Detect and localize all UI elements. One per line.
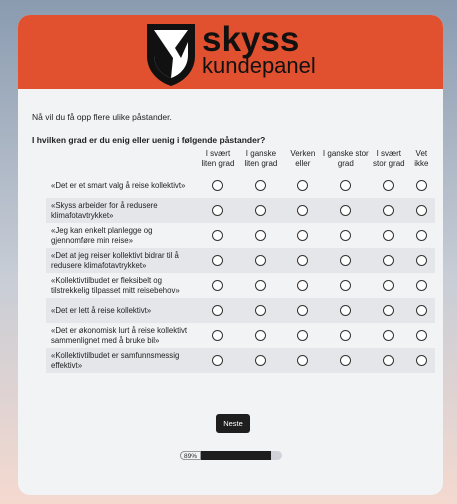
radio-option[interactable] (383, 205, 394, 216)
radio-option[interactable] (212, 230, 223, 241)
column-header: I svært liten grad (201, 149, 235, 168)
option-cell (408, 273, 435, 298)
radio-option[interactable] (297, 255, 308, 266)
radio-option[interactable] (416, 280, 427, 291)
radio-option[interactable] (297, 355, 308, 366)
option-cell (198, 323, 238, 348)
radio-option[interactable] (383, 230, 394, 241)
radio-option[interactable] (416, 205, 427, 216)
option-cell (370, 298, 408, 323)
radio-option[interactable] (212, 305, 223, 316)
radio-option[interactable] (383, 305, 394, 316)
radio-option[interactable] (212, 180, 223, 191)
radio-option[interactable] (255, 330, 266, 341)
option-cell (408, 223, 435, 248)
option-cell (408, 173, 435, 198)
option-cell (284, 173, 322, 198)
radio-option[interactable] (383, 255, 394, 266)
option-cell (284, 198, 322, 223)
option-cell (198, 273, 238, 298)
option-cell (198, 348, 238, 373)
option-cell (322, 173, 370, 198)
radio-option[interactable] (416, 255, 427, 266)
statement-row (46, 298, 435, 323)
option-cell (408, 198, 435, 223)
option-cell (198, 173, 238, 198)
option-cell (370, 348, 408, 373)
radio-option[interactable] (212, 355, 223, 366)
option-cell (322, 323, 370, 348)
radio-option[interactable] (255, 355, 266, 366)
option-cell (370, 323, 408, 348)
radio-option[interactable] (212, 255, 223, 266)
option-cell (408, 348, 435, 373)
likert-matrix (46, 149, 435, 373)
option-cell (284, 323, 322, 348)
statement-label: «Kollektivtilbudet er fleksibelt og tilstrekkelig tilpasset mitt reisebehov» (51, 275, 180, 295)
option-cell (408, 298, 435, 323)
radio-option[interactable] (255, 180, 266, 191)
radio-option[interactable] (416, 305, 427, 316)
option-cell (322, 273, 370, 298)
statement-label: «Det er økonomisk lurt å reise kollektivt sammenlignet med å bruke bil» (51, 325, 188, 345)
radio-option[interactable] (255, 205, 266, 216)
radio-option[interactable] (340, 180, 351, 191)
option-cell (370, 248, 408, 273)
radio-option[interactable] (340, 355, 351, 366)
shield-logo-icon (145, 22, 197, 88)
option-cell (238, 223, 284, 248)
column-header: Verken eller (290, 149, 316, 168)
statement-row (46, 198, 435, 223)
next-button[interactable]: Neste (216, 414, 250, 433)
statement-label: «Skyss arbeider for å redusere klimafotavtrykket» (46, 198, 198, 223)
brand-wordmark (202, 22, 316, 77)
option-cell (370, 173, 408, 198)
radio-option[interactable] (255, 280, 266, 291)
progress-bar (180, 451, 282, 460)
option-cell (238, 298, 284, 323)
intro-text: Nå vil du få opp flere ulike påstander. (32, 112, 172, 122)
option-cell (238, 248, 284, 273)
statement-label: «Det at jeg reiser kollektivt bidrar til å redusere klimafotavtrykket» (46, 248, 198, 273)
statement-row (46, 273, 435, 298)
option-cell (238, 273, 284, 298)
radio-option[interactable] (340, 205, 351, 216)
statement-row (46, 323, 435, 348)
option-cell (322, 223, 370, 248)
radio-option[interactable] (255, 255, 266, 266)
column-header: I ganske liten grad (244, 149, 278, 168)
option-cell (322, 248, 370, 273)
option-cell (370, 198, 408, 223)
progress-label: 89% (180, 451, 201, 460)
option-cell (284, 348, 322, 373)
radio-option[interactable] (340, 255, 351, 266)
statement-row (46, 348, 435, 373)
radio-option[interactable] (297, 205, 308, 216)
radio-option[interactable] (255, 305, 266, 316)
radio-option[interactable] (212, 330, 223, 341)
statement-label: «Det er lett å reise kollektivt» (46, 298, 198, 323)
option-cell (408, 323, 435, 348)
radio-option[interactable] (340, 305, 351, 316)
radio-option[interactable] (212, 280, 223, 291)
statement-label: «Jeg kan enkelt planlegge og gjennomføre min reise» (51, 225, 153, 245)
statement-label: «Kollektivtilbudet er samfunnsmessig effektivt» (46, 348, 198, 373)
radio-option[interactable] (383, 280, 394, 291)
option-cell (198, 198, 238, 223)
option-cell (370, 273, 408, 298)
option-cell (198, 223, 238, 248)
radio-option[interactable] (297, 330, 308, 341)
column-header: Vet ikke (414, 149, 429, 168)
option-cell (408, 248, 435, 273)
radio-option[interactable] (297, 230, 308, 241)
option-cell (238, 323, 284, 348)
radio-option[interactable] (297, 280, 308, 291)
radio-option[interactable] (383, 330, 394, 341)
radio-option[interactable] (416, 330, 427, 341)
matrix-corner (46, 149, 198, 173)
survey-content (18, 112, 443, 373)
question-text: I hvilken grad er du enig eller uenig i følgende påstander? (32, 135, 266, 145)
option-cell (238, 348, 284, 373)
radio-option[interactable] (416, 355, 427, 366)
option-cell (322, 298, 370, 323)
brand-top-text: skyss (202, 20, 300, 59)
statement-row (46, 223, 435, 248)
matrix-header-row (46, 149, 435, 173)
option-cell (238, 198, 284, 223)
radio-option[interactable] (383, 355, 394, 366)
column-header: I svært stor grad (373, 149, 405, 168)
radio-option[interactable] (416, 180, 427, 191)
option-cell (284, 223, 322, 248)
radio-option[interactable] (340, 230, 351, 241)
option-cell (198, 298, 238, 323)
radio-option[interactable] (340, 330, 351, 341)
radio-option[interactable] (297, 305, 308, 316)
statement-row (46, 173, 435, 198)
statement-row (46, 248, 435, 273)
option-cell (322, 348, 370, 373)
radio-option[interactable] (255, 230, 266, 241)
option-cell (284, 248, 322, 273)
header (18, 15, 443, 89)
brand-bottom-text: kundepanel (202, 53, 316, 78)
option-cell (322, 198, 370, 223)
option-cell (238, 173, 284, 198)
option-cell (284, 298, 322, 323)
radio-option[interactable] (340, 280, 351, 291)
option-cell (198, 248, 238, 273)
survey-card (18, 15, 443, 495)
option-cell (284, 273, 322, 298)
radio-option[interactable] (416, 230, 427, 241)
skyss-logo (145, 22, 325, 90)
column-header: I ganske stor grad (322, 149, 369, 168)
statement-label: «Det er et smart valg å reise kollektivt» (51, 180, 186, 190)
option-cell (370, 223, 408, 248)
radio-option[interactable] (297, 180, 308, 191)
radio-option[interactable] (212, 205, 223, 216)
radio-option[interactable] (383, 180, 394, 191)
